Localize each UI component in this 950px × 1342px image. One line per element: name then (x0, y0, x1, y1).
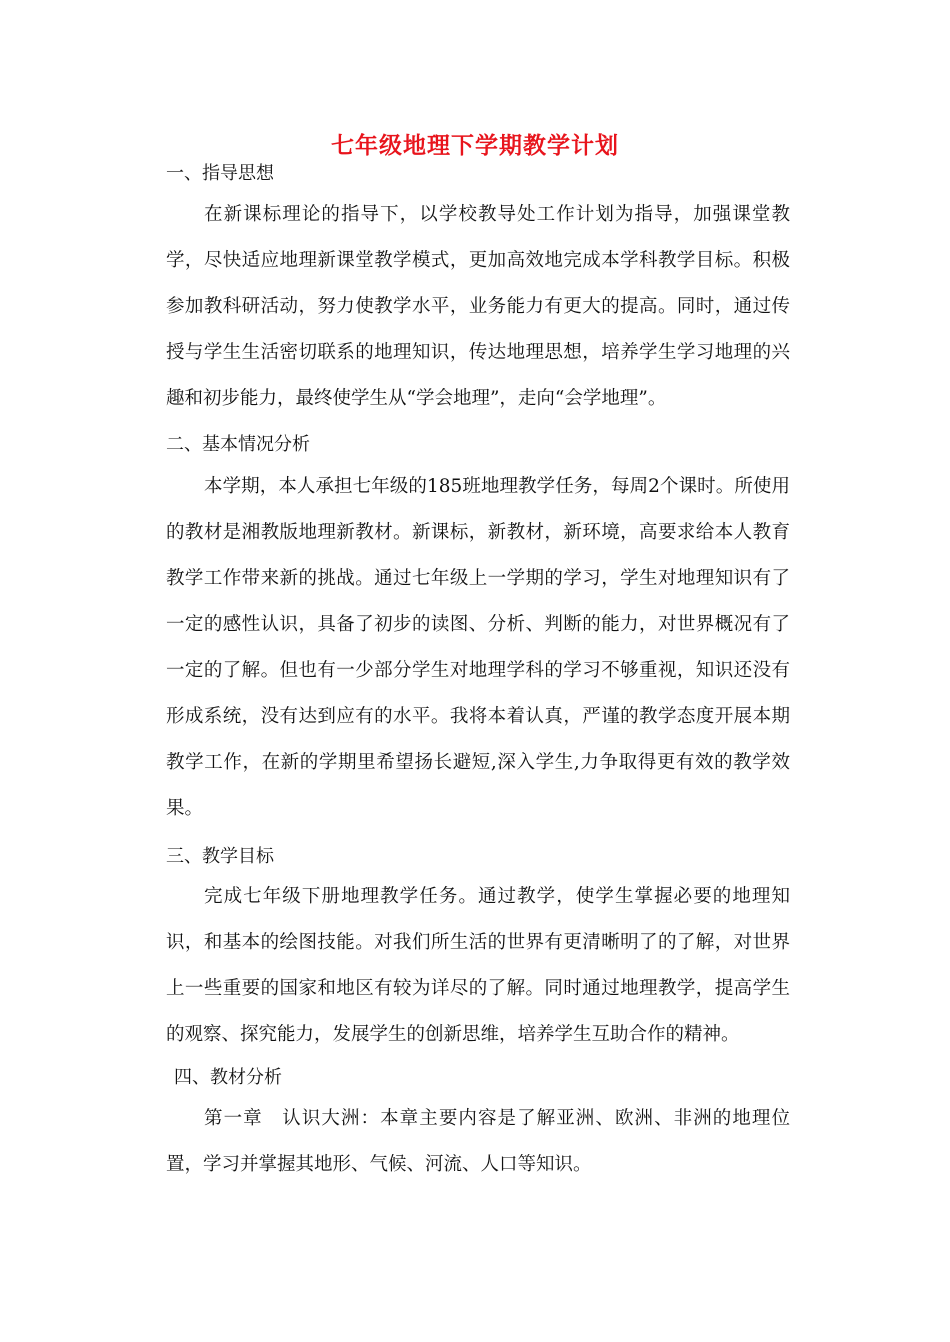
document-title: 七年级地理下学期教学计划 (331, 132, 619, 159)
section-paragraph-textbook-analysis: 第一章 认识大洲：本章主要内容是了解亚洲、欧洲、非洲的地理位置，学习并掌握其地形、气候、河流、人口等知识。 (166, 1108, 790, 1175)
section-paragraph-guiding-ideology: 在新课标理论的指导下，以学校教导处工作计划为指导，加强课堂教学，尽快适应地理新课堂教学模式，更加高效地完成本学科教学目标。积极参加教科研活动，努力使教学水平，业务能力有更大的提高。同时，通过传授与学生生活密切联系的地理知识，传达地理思想，培养学生学习地理的兴趣和初步能力，最终使学生从“学会地理”，走向“会学地理”。 (166, 204, 790, 409)
section-heading-teaching-goals: 三、教学目标 (166, 846, 274, 867)
section-heading-textbook-analysis: 四、教材分析 (174, 1067, 282, 1088)
section-heading-situation-analysis: 二、基本情况分析 (166, 434, 310, 455)
section-paragraph-situation-analysis: 本学期，本人承担七年级的185班地理教学任务，每周2个课时。所使用的教材是湘教版地理新教材。新课标，新教材，新环境，高要求给本人教育教学工作带来新的挑战。通过七年级上一学期的学习，学生对地理知识有了一定的感性认识，具备了初步的读图、分析、判断的能力，对世界概况有了一定的了解。但也有一少部分学生对地理学科的学习不够重视，知识还没有形成系统，没有达到应有的水平。我将本着认真，严谨的教学态度开展本期教学工作，在新的学期里希望扬长避短,深入学生,力争取得更有效的教学效果。 (166, 476, 790, 819)
section-paragraph-teaching-goals: 完成七年级下册地理教学任务。通过教学，使学生掌握必要的地理知识，和基本的绘图技能。对我们所生活的世界有更清晰明了的了解，对世界上一些重要的国家和地区有较为详尽的了解。同时通过地理教学，提高学生的观察、探究能力，发展学生的创新思维，培养学生互助合作的精神。 (166, 886, 790, 1045)
section-heading-guiding-ideology: 一、指导思想 (166, 163, 274, 184)
